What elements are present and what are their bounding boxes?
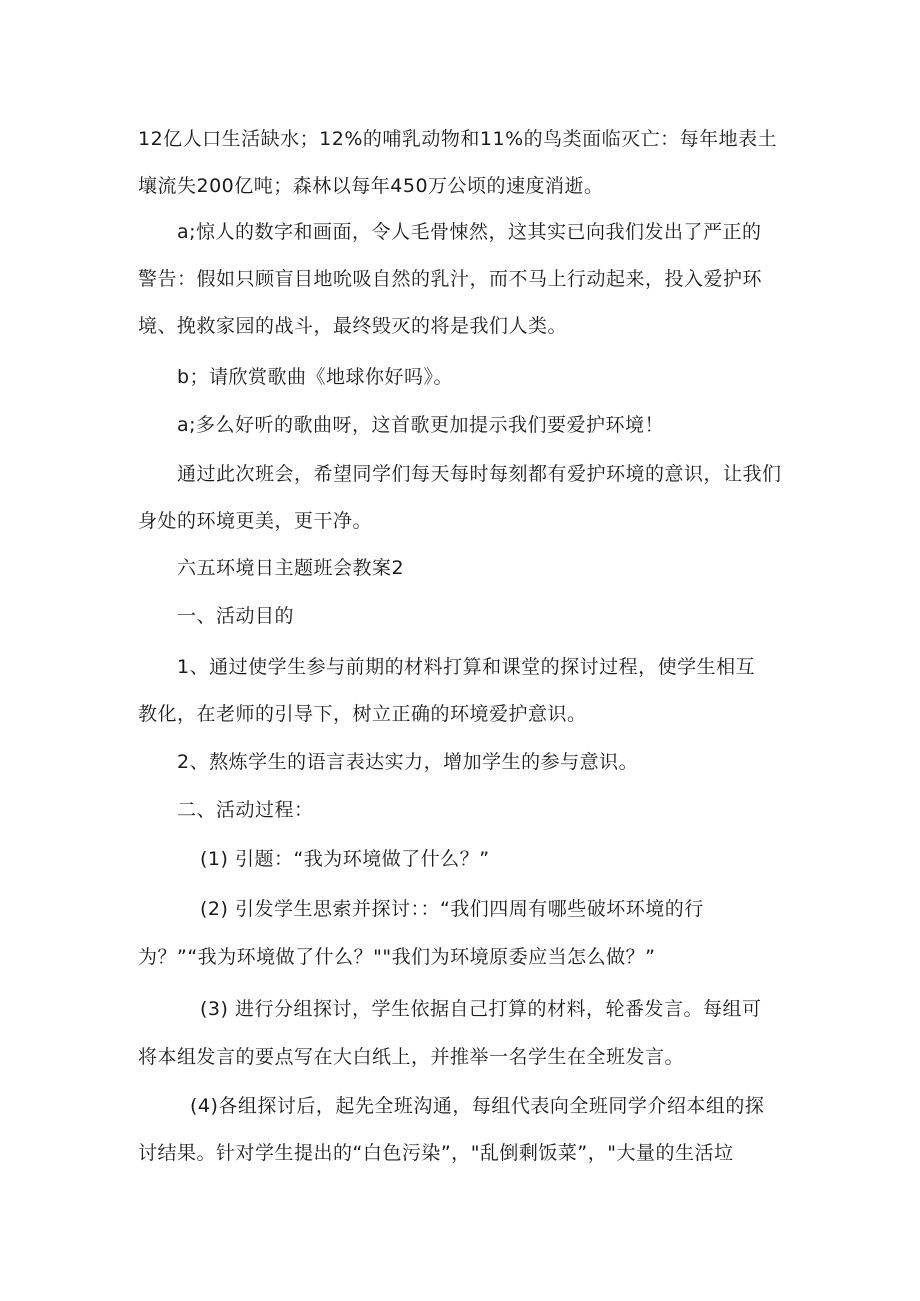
paragraph-line: (3) 进行分组探讨，学生依据自己打算的材料，轮番发言。每组可: [200, 998, 762, 1020]
paragraph-line: 通过此次班会，希望同学们每天每时每刻都有爱护环境的意识，让我们: [177, 463, 782, 485]
paragraph-line: 2、熬炼学生的语言表达实力，增加学生的参与意识。: [177, 751, 639, 773]
paragraph-line: (1) 引题：“我为环境做了什么？”: [200, 848, 490, 870]
paragraph-line: 1、通过使学生参与前期的材料打算和课堂的探讨过程，使学生相互: [177, 656, 756, 678]
paragraph-line: 讨结果。针对学生提出的“白色污染”，"乱倒剩饭菜”，"大量的生活垃: [138, 1142, 734, 1164]
paragraph-line: b；请欣赏歌曲《地球你好吗》。: [177, 366, 454, 388]
heading-line: 一、活动目的: [177, 605, 295, 627]
paragraph-line: 为？”“我为环境做了什么？""我们为环境原委应当怎么做？”: [138, 946, 656, 968]
paragraph-line: 境、挽救家园的战斗，最终毁灭的将是我们人类。: [138, 315, 568, 337]
paragraph-line: 警告：假如只顾盲目地吮吸自然的乳汁，而不马上行动起来，投入爱护环: [138, 268, 763, 290]
paragraph-line: (4)各组探讨后，起先全班沟通，每组代表向全班同学介绍本组的探: [190, 1095, 765, 1117]
paragraph-line: 教化，在老师的引导下，树立正确的环境爱护意识。: [138, 703, 587, 725]
paragraph-line: 12亿人口生活缺水；12%的哺乳动物和11%的鸟类面临灭亡：每年地表土: [138, 128, 778, 150]
paragraph-line: (2) 引发学生思索并探讨：：“我们四周有哪些破坏环境的行: [200, 898, 704, 920]
paragraph-line: 身处的环境更美，更干净。: [138, 510, 373, 532]
paragraph-line: 壤流失200亿吨；森林以每年450万公顷的速度消逝。: [138, 175, 604, 197]
paragraph-line: 将本组发言的要点写在大白纸上，并推举一名学生在全班发言。: [138, 1046, 685, 1068]
paragraph-line: a;多么好听的歌曲呀，这首歌更加提示我们要爱护环境！: [177, 414, 665, 436]
section-title: 六五环境日主题班会教案2: [177, 557, 405, 579]
paragraph-line: a;惊人的数字和画面，令人毛骨悚然，这其实已向我们发出了严正的: [177, 221, 762, 243]
heading-line: 二、活动过程：: [177, 799, 314, 821]
